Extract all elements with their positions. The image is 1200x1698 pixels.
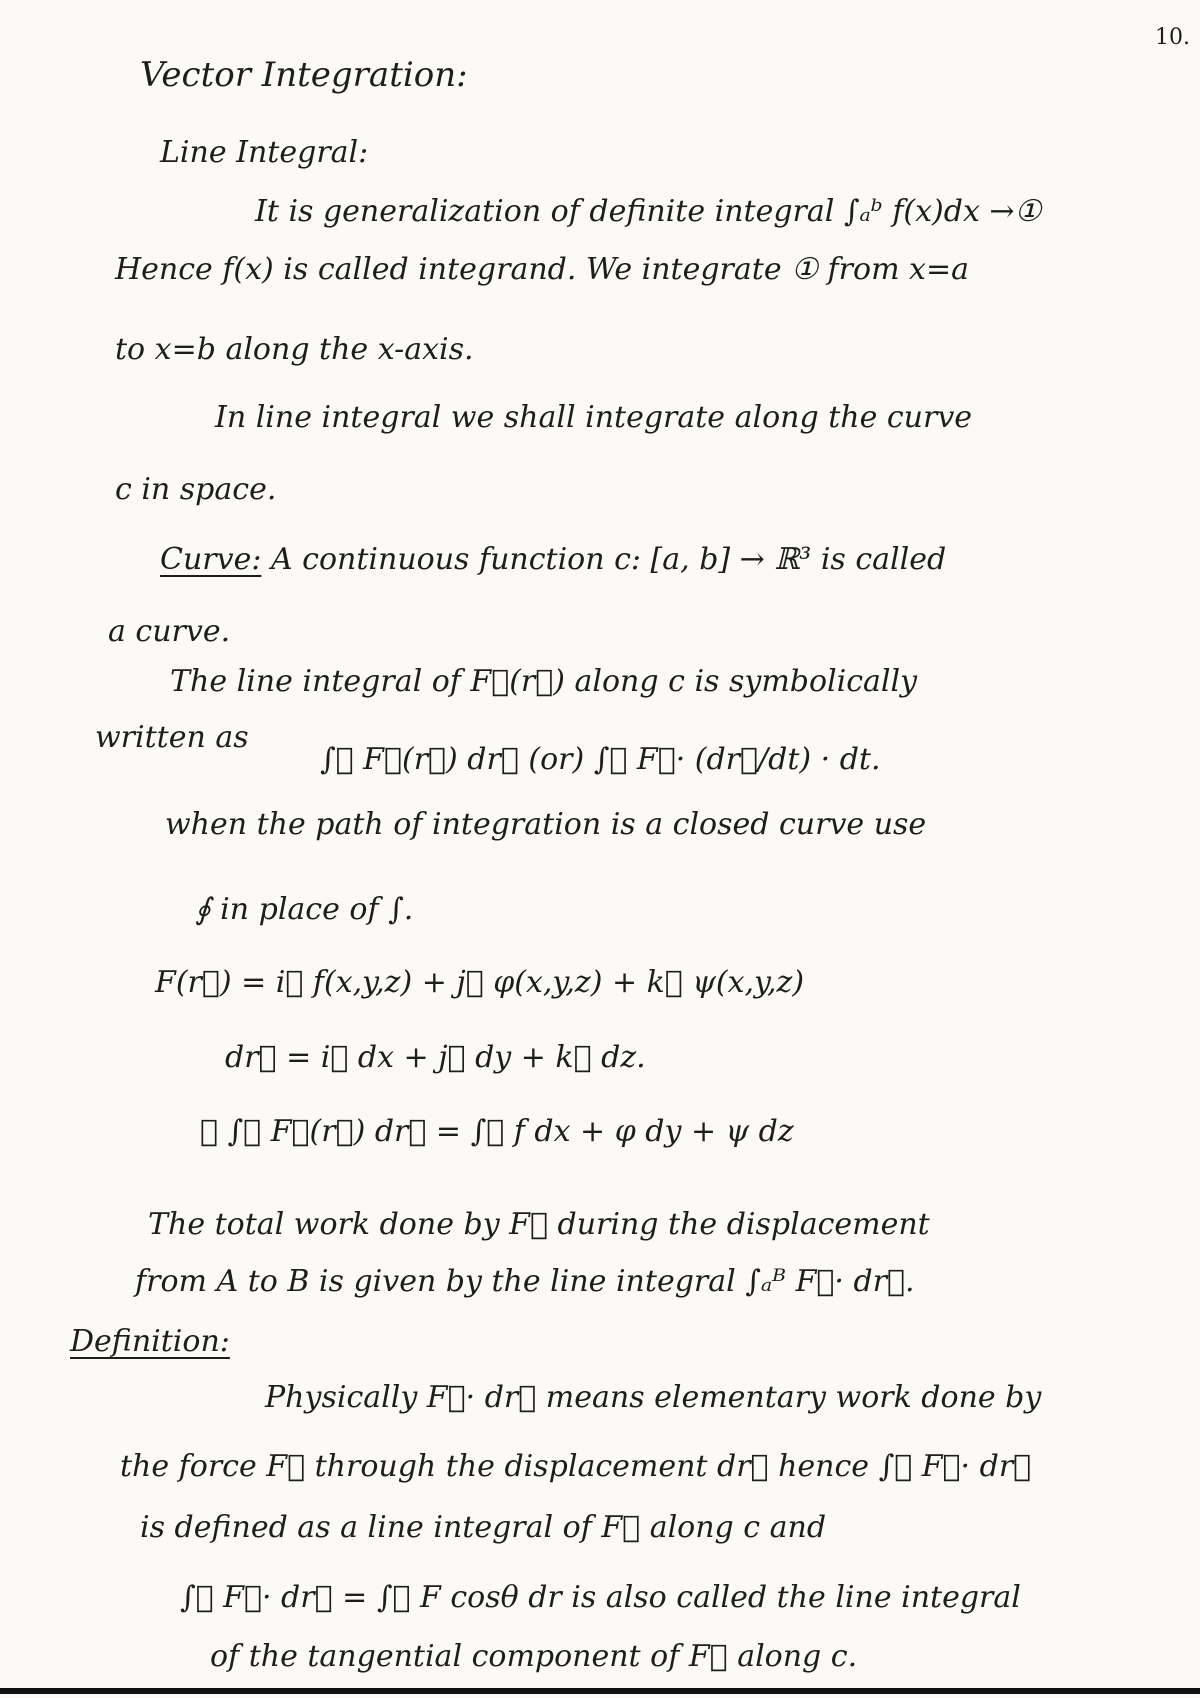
equation-force-components: F(r⃗) = i⃗ f(x,y,z) + j⃗ φ(x,y,z) + k⃗ ψ(x,y,z)	[155, 965, 805, 1000]
text-line-5: c in space.	[115, 472, 277, 507]
text-line-7: The line integral of F⃗(r⃗) along c is symbolically	[170, 664, 918, 699]
text-line-12: from A to B is given by the line integral ∫ₐᴮ F⃗· dr⃗.	[135, 1264, 915, 1299]
text-line-2: Hence f(x) is called integrand. We integrate ① from x=a	[115, 252, 969, 287]
page-bottom-edge	[0, 1688, 1200, 1694]
equation-line-integral: ∫꜀ F⃗(r⃗) dr⃗ (or) ∫꜀ F⃗· (dr⃗/dt) · dt.	[320, 742, 881, 777]
text-line-4: In line integral we shall integrate along the curve	[215, 400, 973, 435]
page-number: 10.	[1155, 25, 1190, 50]
text-line-16: ∫꜀ F⃗· dr⃗ = ∫꜀ F cosθ dr is also called the line integral	[180, 1580, 1021, 1615]
text-line-3: to x=b along the x-axis.	[115, 332, 474, 367]
curve-text: A continuous function c: [a, b] → ℝ³ is called	[270, 542, 947, 577]
text-line-1: It is generalization of definite integral ∫ₐᵇ f(x)dx →①	[255, 194, 1042, 229]
curve-label: Curve:	[160, 542, 262, 577]
text-line-11: The total work done by F⃗ during the displacement	[148, 1207, 930, 1242]
definition-label: Definition:	[70, 1324, 230, 1359]
text-line-17: of the tangential component of F⃗ along c.	[210, 1639, 858, 1674]
page-heading: Vector Integration:	[140, 55, 468, 95]
equation-displacement: dr⃗ = i⃗ dx + j⃗ dy + k⃗ dz.	[225, 1040, 646, 1075]
equation-therefore: ∴ ∫꜀ F⃗(r⃗) dr⃗ = ∫꜀ f dx + φ dy + ψ dz	[200, 1114, 794, 1149]
text-line-6: a curve.	[108, 614, 231, 649]
text-line-13: Physically F⃗· dr⃗ means elementary work done by	[265, 1380, 1042, 1415]
text-line-9: when the path of integration is a closed curve use	[165, 807, 927, 842]
text-line-15: is defined as a line integral of F⃗ along c and	[140, 1510, 827, 1545]
text-line-10: ∮ in place of ∫.	[195, 892, 414, 927]
curve-definition	[160, 540, 946, 580]
text-line-14: the force F⃗ through the displacement dr⃗ hence ∫꜀ F⃗· dr⃗	[120, 1449, 1032, 1484]
section-subheading: Line Integral:	[160, 135, 369, 170]
text-line-8: written as	[95, 720, 249, 755]
